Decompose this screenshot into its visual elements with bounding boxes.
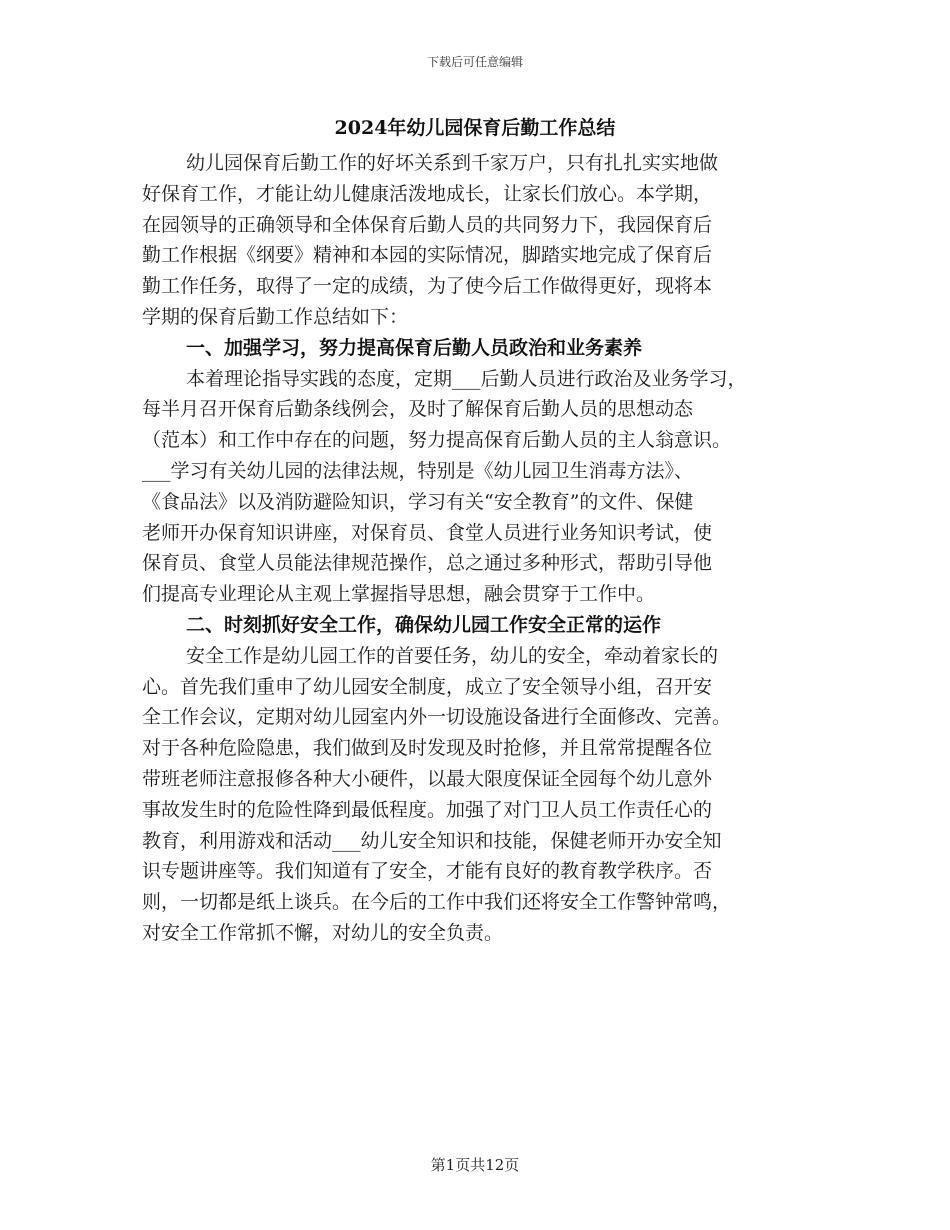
paragraph-line: 们提高专业理论从主观上掌握指导思想，融会贯穿于工作中。: [142, 583, 656, 606]
paragraph-line: 教育，利用游戏和活动___幼儿安全知识和技能，保健老师开办安全知: [142, 829, 722, 852]
page-number: 第1页共12页: [430, 1156, 520, 1174]
paragraph-line: 则，一切都是纸上谈兵。在今后的工作中我们还将安全工作警钟常鸣，: [142, 891, 732, 914]
paragraph-line: 每半月召开保育后勤条线例会，及时了解保育后勤人员的思想动态: [142, 398, 694, 421]
paragraph-line: 心。首先我们重申了幼儿园安全制度，成立了安全领导小组，召开安: [142, 675, 713, 698]
paragraph-line: 全工作会议，定期对幼儿园室内外一切设施设备进行全面修改、完善。: [142, 706, 732, 729]
header-note: 下载后可任意编辑: [426, 55, 523, 69]
paragraph-line: 对安全工作常抓不懈，对幼儿的安全负责。: [142, 921, 504, 944]
section-heading-2: 二、时刻抓好安全工作，确保幼儿园工作安全正常的运作: [186, 613, 662, 636]
paragraph-line: 学期的保育后勤工作总结如下：: [142, 305, 409, 328]
paragraph-line: 安全工作是幼儿园工作的首要任务，幼儿的安全，牵动着家长的: [186, 644, 719, 667]
paragraph-line: 《食品法》以及消防避险知识，学习有关“安全教育”的文件、保健: [142, 490, 694, 513]
paragraph-line: ___学习有关幼儿园的法律法规，特别是《幼儿园卫生消毒方法》、: [142, 459, 694, 482]
paragraph-line: 识专题讲座等。我们知道有了安全，才能有良好的教育教学秩序。否: [142, 860, 713, 883]
paragraph-line: 幼儿园保育后勤工作的好坏关系到千家万户，只有扎扎实实地做: [186, 152, 719, 174]
document-body: [142, 148, 822, 949]
paragraph-line: 对于各种危险隐患，我们做到及时发现及时抢修，并且常常提醒各位: [142, 737, 713, 760]
paragraph-line: 带班老师注意报修各种大小硬件，以最大限度保证全园每个幼儿意外: [142, 767, 713, 790]
paragraph-line: 事故发生时的危险性降到最低程度。加强了对门卫人员工作责任心的: [142, 798, 713, 821]
paragraph-line: 勤工作任务，取得了一定的成绩，为了使今后工作做得更好，现将本: [142, 275, 713, 298]
section-heading-1: 一、加强学习，努力提高保育后勤人员政治和业务素养: [186, 336, 643, 359]
paragraph-line: 勤工作根据《纲要》精神和本园的实际情况，脚踏实地完成了保育后: [142, 244, 713, 267]
document-title: 2024年幼儿园保育后勤工作总结: [334, 117, 616, 139]
paragraph-line: 本着理论指导实践的态度，定期___后勤人员进行政治及业务学习，: [186, 367, 747, 390]
paragraph-line: 在园领导的正确领导和全体保育后勤人员的共同努力下，我园保育后: [142, 213, 713, 236]
paragraph-line: 保育员、食堂人员能法律规范操作，总之通过多种形式，帮助引导他: [142, 552, 713, 575]
paragraph-line: 老师开办保育知识讲座，对保育员、食堂人员进行业务知识考试，使: [142, 521, 713, 544]
paragraph-line: （范本）和工作中存在的问题，努力提高保育后勤人员的主人翁意识。: [142, 429, 732, 452]
paragraph-line: 好保育工作，才能让幼儿健康活泼地成长，让家长们放心。本学期，: [142, 182, 713, 205]
